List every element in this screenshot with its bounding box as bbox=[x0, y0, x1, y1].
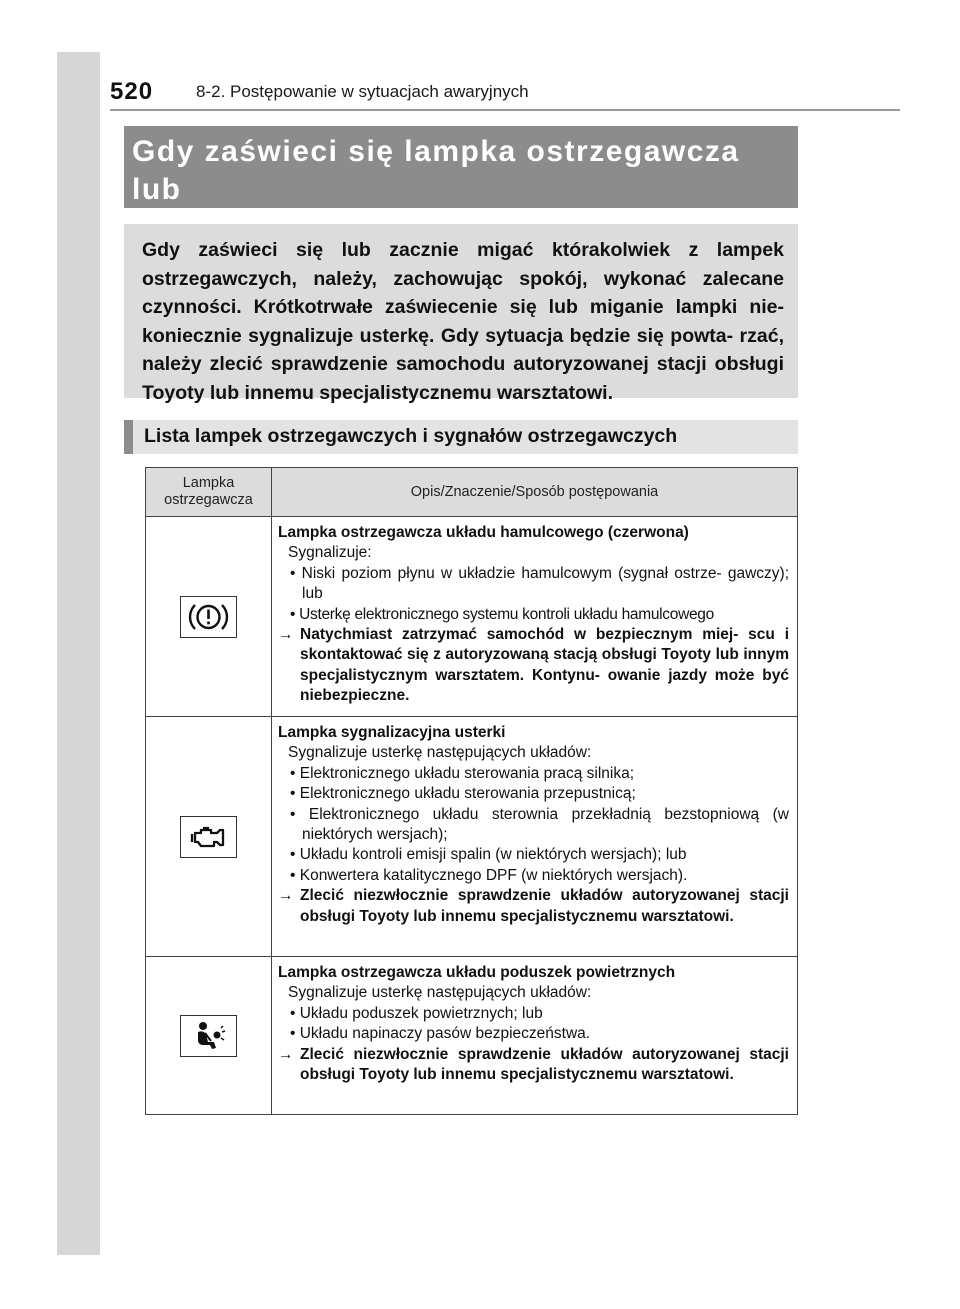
arrow-icon: → bbox=[278, 626, 294, 644]
lamp-icon-cell bbox=[146, 717, 272, 957]
airbag-warning-icon bbox=[180, 1015, 237, 1057]
page-title bbox=[124, 126, 798, 208]
lamp-description-cell bbox=[272, 957, 798, 1115]
warning-lights-table bbox=[145, 467, 798, 1115]
lamp-bullet: • Usterkę elektronicznego systemu kontroli układu hamulcowego bbox=[290, 605, 714, 623]
chapter-title: 8-2. Postępowanie w sytuacjach awaryjnych bbox=[196, 82, 529, 101]
check-engine-icon bbox=[180, 816, 237, 858]
lamp-bullet: • Konwertera katalitycznego DPF (w niektórych wersjach). bbox=[290, 866, 688, 884]
lamp-action: → Zlecić niezwłocznie sprawdzenie układów autoryzowanej stacji obsługi Toyoty lub innemu specjalistycznemu warsztatowi. bbox=[278, 1045, 789, 1084]
table-row bbox=[146, 517, 798, 717]
side-margin-bar bbox=[57, 52, 100, 1255]
section-marker bbox=[124, 420, 133, 454]
column-header-description: Opis/Znaczenie/Sposób postępowania bbox=[272, 468, 798, 517]
section-heading bbox=[124, 420, 798, 454]
page-number: 520 bbox=[110, 78, 154, 105]
page-title-line-1: Gdy zaświeci się lampka ostrzegawcza lub bbox=[132, 135, 740, 206]
lamp-bullet: • Elektronicznego układu sterownia przekładnią bezstopniową (w niektórych wersjach); bbox=[290, 805, 789, 844]
lamp-action: → Natychmiast zatrzymać samochód w bezpiecznym miej- scu i skontaktować się z autoryzowaną stacją obsługi Toyoty lub innym specjalistycznym warsztatem. Kontynu- owanie jazdy może być niebezpieczne. bbox=[278, 626, 789, 705]
lamp-action: → Zlecić niezwłocznie sprawdzenie układów autoryzowanej stacji obsługi Toyoty lub innemu specjalistycznemu warsztatowi. bbox=[278, 887, 789, 925]
lamp-bullet: • Układu kontroli emisji spalin (w niektórych wersjach); lub bbox=[290, 846, 687, 864]
column-header-lamp: Lampka ostrzegawcza bbox=[146, 468, 272, 517]
lamp-lead: Sygnalizuje: bbox=[288, 544, 372, 562]
lamp-title: Lampka ostrzegawcza układu hamulcowego (czerwona) bbox=[278, 524, 689, 541]
lamp-title: Lampka ostrzegawcza układu poduszek powietrznych bbox=[278, 964, 676, 981]
lamp-icon-cell bbox=[146, 957, 272, 1115]
arrow-icon: → bbox=[278, 1045, 294, 1063]
lamp-bullet: • Elektronicznego układu sterowania pracą silnika; bbox=[290, 764, 635, 782]
table-row bbox=[146, 717, 798, 957]
arrow-icon: → bbox=[278, 887, 294, 905]
lamp-bullet: • Układu poduszek powietrznych; lub bbox=[290, 1004, 543, 1022]
lamp-lead: Sygnalizuje usterkę następujących układów: bbox=[288, 984, 592, 1002]
lamp-icon-cell bbox=[146, 517, 272, 717]
lamp-bullet: • Elektronicznego układu sterowania przepustnicą; bbox=[290, 785, 636, 803]
section-heading-text: Lista lampek ostrzegawczych i sygnałów ostrzegawczych bbox=[144, 425, 678, 447]
table-header-row bbox=[146, 468, 798, 517]
lamp-bullet: • Układu napinaczy pasów bezpieczeństwa. bbox=[290, 1025, 591, 1043]
brake-warning-icon bbox=[180, 596, 237, 638]
header-divider bbox=[110, 109, 900, 111]
page-header bbox=[110, 78, 900, 110]
table-row bbox=[146, 957, 798, 1115]
lamp-bullet: • Niski poziom płynu w układzie hamulcowym (sygnał ostrze- gawczy); lub bbox=[290, 564, 789, 603]
lamp-description-cell bbox=[272, 517, 798, 717]
lamp-title: Lampka sygnalizacyjna usterki bbox=[278, 724, 506, 741]
intro-paragraph: Gdy zaświeci się lub zacznie migać którakolwiek z lampek ostrzegawczych, należy, zachowując spokój, wykonać zalecane czynności. Krótkotrwałe zaświecenie się lub miganie lampki nie- koniecznie sygnalizuje usterkę. Gdy sytuacja będzie się powta- rzać, należy zlecić sprawdzenie samochodu autoryzowanej stacji obsługi Toyoty lub innemu specjalistycznemu warsztatowi. bbox=[124, 224, 798, 398]
lamp-lead: Sygnalizuje usterkę następujących układów: bbox=[288, 744, 592, 762]
lamp-description-cell bbox=[272, 717, 798, 957]
